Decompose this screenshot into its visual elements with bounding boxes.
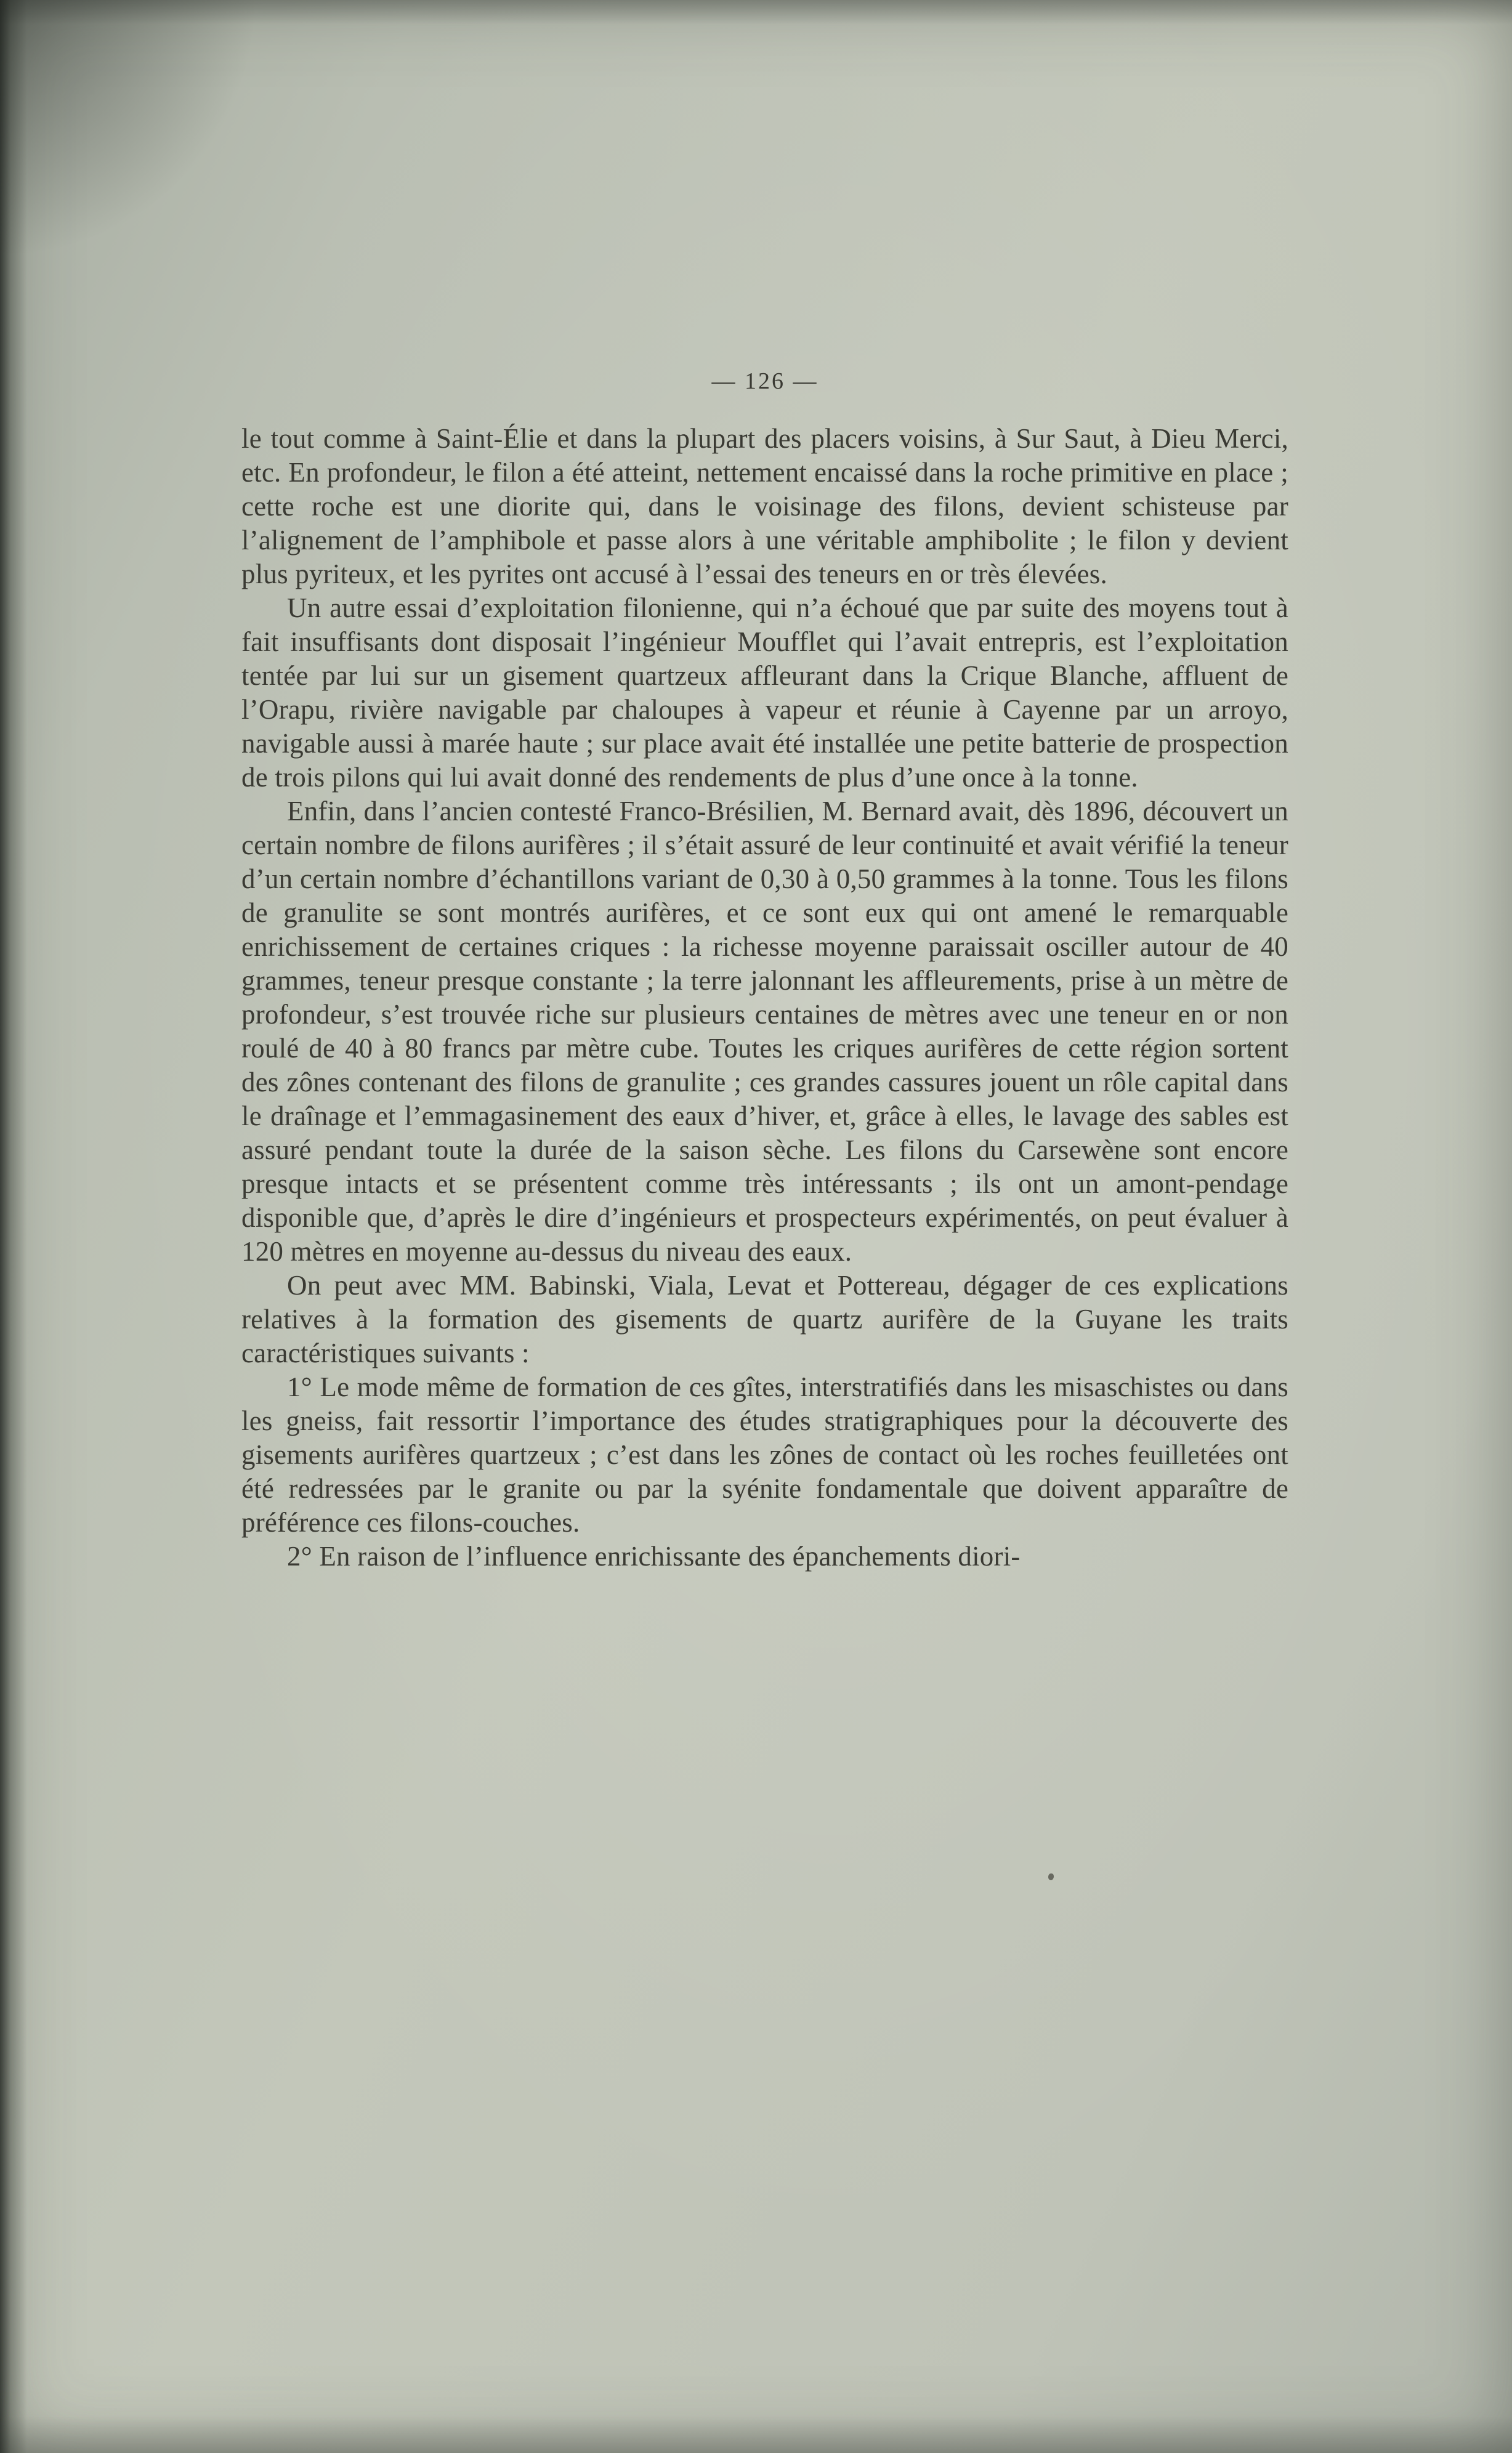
page-number: — 126 — [711,368,819,394]
printed-text-block [241,365,1288,1574]
paragraph-numbered-item-1: 1° Le mode même de formation de ces gîtes, interstratifiés dans les misaschistes ou dans les gneiss, fait ressortir l’importance des études stratigraphiques pour la découverte des gisements aurifères quartzeux ; c’est dans les zônes de contact où les roches feuilletées ont été redressées par le granite ou par la syénite fondamentale que doivent apparaître de préférence ces filons-couches. [241,1372,1288,1538]
paragraph: Un autre essai d’exploitation filonienne, qui n’a échoué que par suite des moyens tout à fait insuffisants dont disposait l’ingénieur Moufflet qui l’avait entrepris, est l’exploitation tentée par lui sur un gisement quartzeux affleurant dans la Crique Blanche, affluent de l’Orapu, rivière navigable par chaloupes à vapeur et réunie à Cayenne par un arroyo, navigable aussi à marée haute ; sur place avait été installée une petite batterie de prospection de trois pilons qui lui avait donné des rendements de plus d’une once à la tonne. [241,592,1288,793]
book-gutter-shadow [0,0,27,2453]
ink-speck-artifact [1048,1873,1054,1880]
page-bottom-shadow [0,2416,1512,2453]
paragraph: On peut avec MM. Babinski, Viala, Levat et Pottereau, dégager de ces explications relatives à la formation des gisements de quartz aurifère de la Guyane les traits caractéristiques suivants : [241,1270,1288,1368]
paragraph-numbered-item-2: 2° En raison de l’influence enrichissante des épanchements diori- [287,1541,1021,1572]
paragraph-continuation: le tout comme à Saint-Élie et dans la plupart des placers voisins, à Sur Saut, à Dieu Merci, etc. En profondeur, le filon a été atteint, nettement encaissé dans la roche primitive en place ; cette roche est une diorite qui, dans le voisinage des filons, devient schisteuse par l’alignement de l’amphibole et passe alors à une véritable amphibolite ; le filon y devient plus pyriteux, et les pyrites ont accusé à l’essai des teneurs en or très élevées. [241,423,1288,589]
paragraph: Enfin, dans l’ancien contesté Franco-Brésilien, M. Bernard avait, dès 1896, découvert un certain nombre de filons aurifères ; il s’était assuré de leur continuité et avait vérifié la teneur d’un certain nombre d’échantillons variant de 0,30 à 0,50 grammes à la tonne. Tous les filons de granulite se sont montrés aurifères, et ce sont eux qui ont amené le remarquable enrichissement de certaines criques : la richesse moyenne paraissait osciller autour de 40 grammes, teneur presque constante ; la terre jalonnant les affleurements, prise à un mètre de profondeur, s’est trouvée riche sur plusieurs centaines de mètres avec une teneur en or non roulé de 40 à 80 francs par mètre cube. Toutes les criques aurifères de cette région sortent des zônes contenant des filons de granulite ; ces grandes cassures jouent un rôle capital dans le draînage et l’emmagasinement des eaux d’hiver, et, grâce à elles, le lavage des sables est assuré pendant toute la durée de la saison sèche. Les filons du Carsewène sont encore presque intacts et se présentent comme très intéressants ; ils ont un amont-pendage disponible que, d’après le dire d’ingénieurs et prospecteurs expérimentés, on peut évaluer à 120 mètres en moyenne au-dessus du niveau des eaux. [241,796,1288,1267]
page-corner-shadow [0,0,259,259]
